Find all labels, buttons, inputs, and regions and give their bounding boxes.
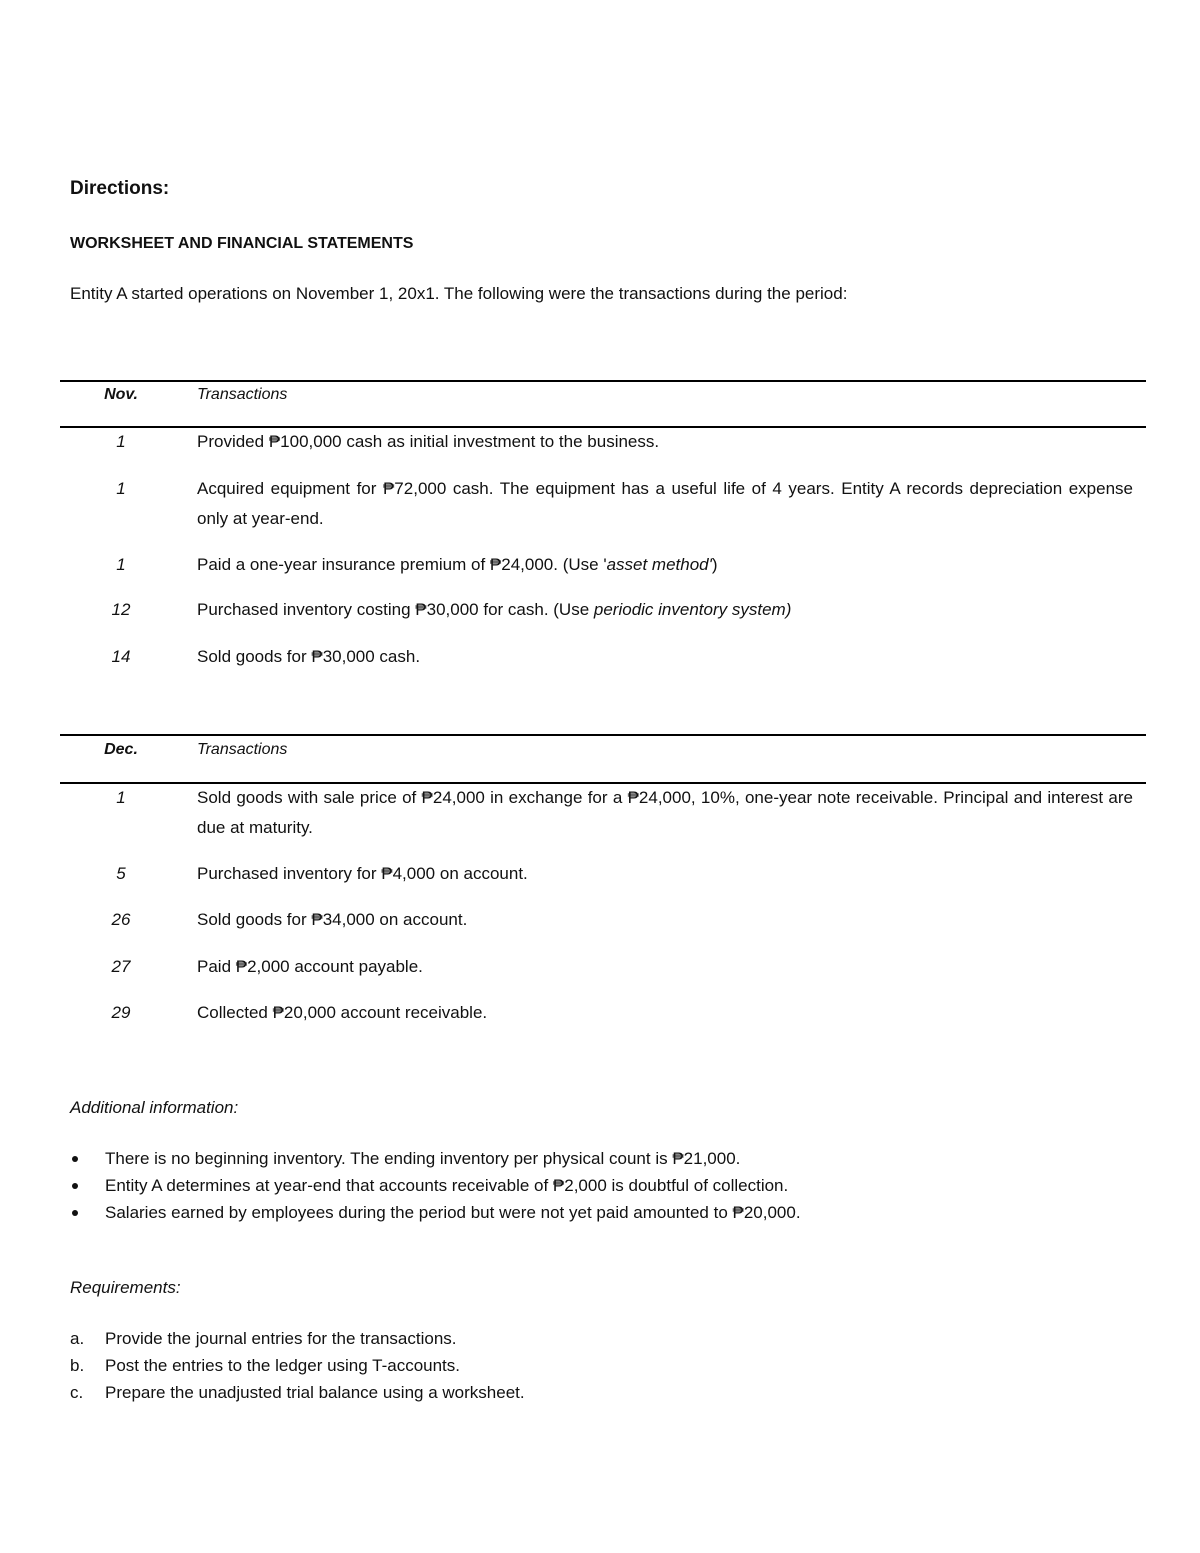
row-text: Paid a one-year insurance premium of ₱24,000. (Use 'asset method') <box>197 555 718 574</box>
row-day: 12 <box>111 600 131 619</box>
row-day: 26 <box>111 910 131 929</box>
list-item: Salaries earned by employees during the period but were not yet paid amounted to ₱20,000. <box>70 1199 1070 1226</box>
row-text: Purchased inventory costing ₱30,000 for cash. (Use periodic inventory system) <box>197 600 792 619</box>
row-text: Sold goods for ₱34,000 on account. <box>197 910 468 929</box>
row-text: Sold goods with sale price of ₱24,000 in exchange for a ₱24,000, 10%, one-year note receivable. Principal and interest are due at maturity. <box>197 788 1133 837</box>
directions-heading: Directions: <box>70 178 170 199</box>
additional-info-label: Additional information: <box>70 1098 239 1117</box>
table-top-rule <box>60 734 1146 736</box>
document-title: WORKSHEET AND FINANCIAL STATEMENTS <box>70 235 414 252</box>
bullet-icon <box>72 1183 78 1189</box>
month-header: Dec. <box>104 741 138 758</box>
additional-info-list <box>70 1145 1070 1226</box>
row-day: 29 <box>111 1003 131 1022</box>
row-text: Paid ₱2,000 account payable. <box>197 957 423 976</box>
list-item: Entity A determines at year-end that accounts receivable of ₱2,000 is doubtful of collection. <box>70 1172 1070 1199</box>
transactions-header: Transactions <box>197 386 288 403</box>
row-text: Acquired equipment for ₱72,000 cash. The equipment has a useful life of 4 years. Entity A records depreciation expense only at year-end. <box>197 479 1133 528</box>
row-text: Purchased inventory for ₱4,000 on account. <box>197 864 528 883</box>
list-item: There is no beginning inventory. The ending inventory per physical count is ₱21,000. <box>70 1145 1070 1172</box>
row-day: 27 <box>111 957 131 976</box>
transactions-header: Transactions <box>197 741 288 758</box>
row-text: Sold goods for ₱30,000 cash. <box>197 647 421 666</box>
row-day: 1 <box>116 479 126 498</box>
row-day: 14 <box>111 647 131 666</box>
intro-paragraph: Entity A started operations on November 1, 20x1. The following were the transactions during the period: <box>70 284 848 303</box>
list-item: b. Post the entries to the ledger using T-accounts. <box>70 1356 461 1375</box>
row-text: Provided ₱100,000 cash as initial investment to the business. <box>197 432 660 451</box>
row-day: 1 <box>116 788 126 807</box>
bullet-icon <box>72 1210 78 1216</box>
bullet-icon <box>72 1156 78 1162</box>
table-top-rule <box>60 380 1146 382</box>
row-day: 5 <box>116 864 126 883</box>
requirements-label: Requirements: <box>70 1278 181 1297</box>
row-text: Collected ₱20,000 account receivable. <box>197 1003 488 1022</box>
requirements-list <box>70 1325 1070 1406</box>
list-item: a. Provide the journal entries for the transactions. <box>70 1329 457 1348</box>
row-day: 1 <box>116 432 126 451</box>
list-item: c. Prepare the unadjusted trial balance using a worksheet. <box>70 1383 525 1402</box>
month-header: Nov. <box>104 386 138 403</box>
row-day: 1 <box>116 555 126 574</box>
